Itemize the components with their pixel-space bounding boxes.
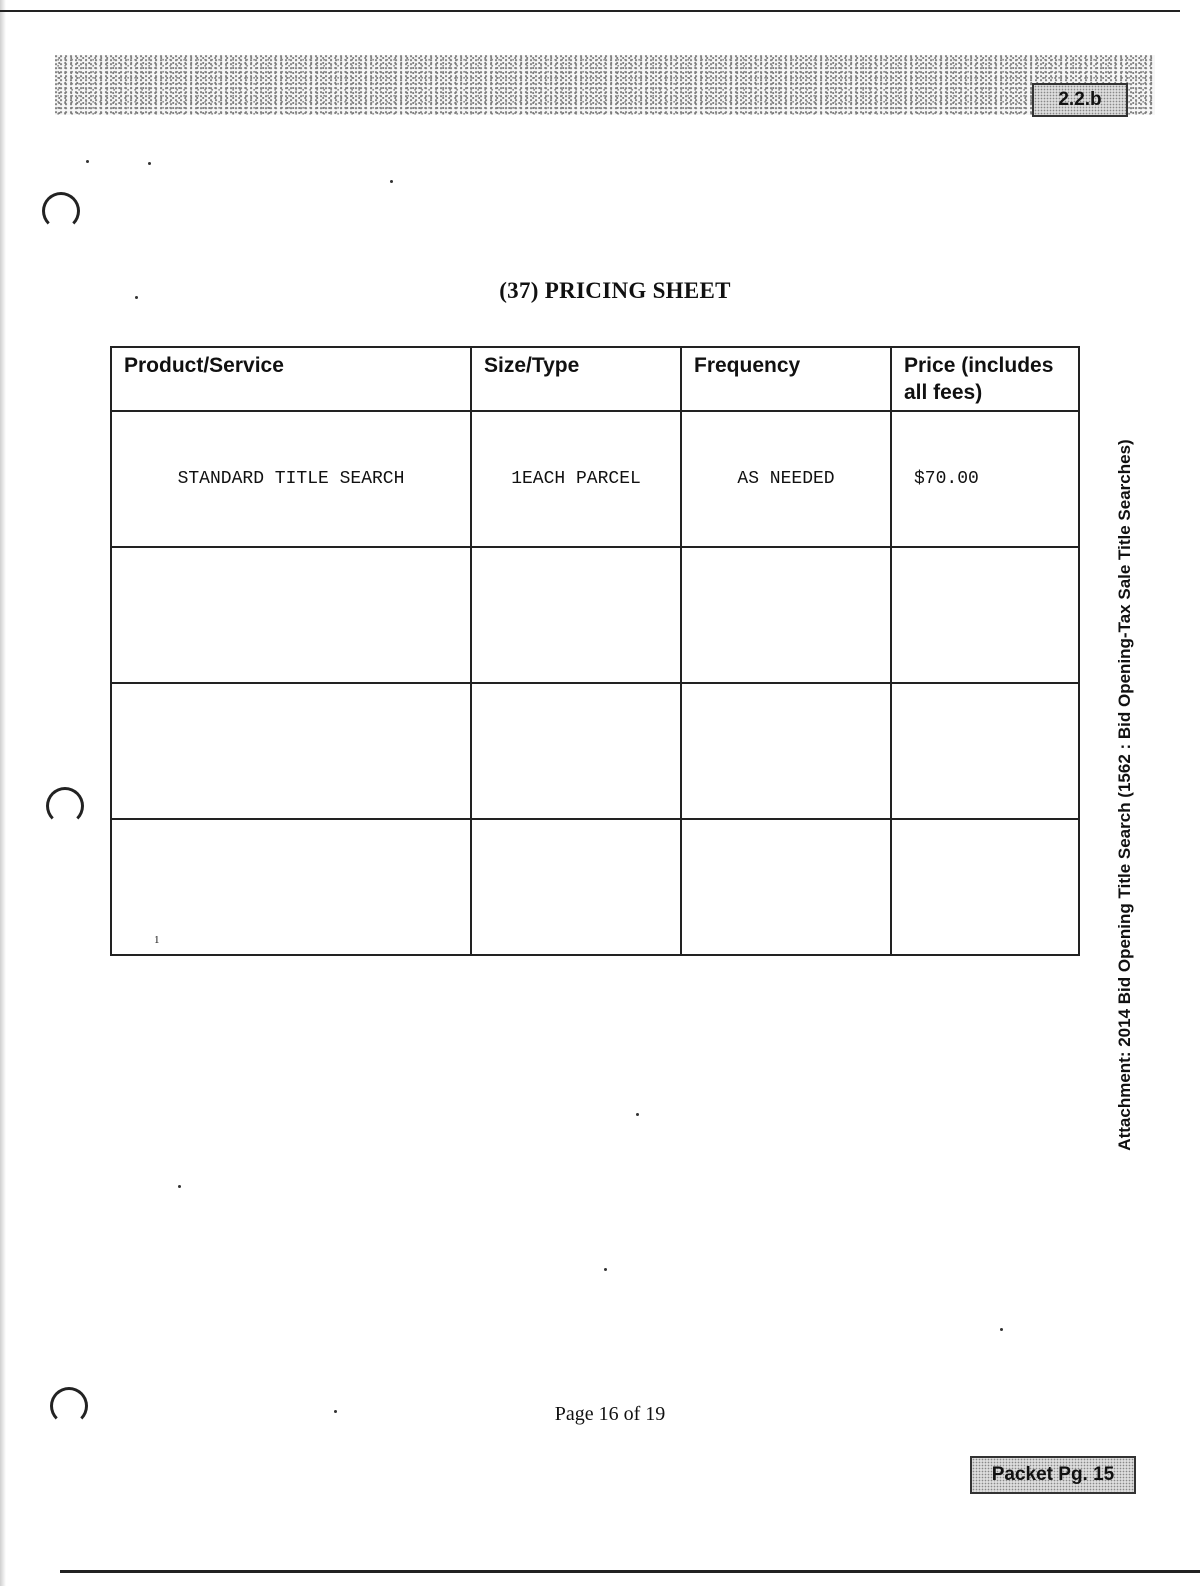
punch-hole-icon (42, 192, 80, 230)
table-header-row (111, 347, 1079, 411)
cell-size-type (471, 683, 681, 819)
column-header-price: Price (includes all fees) (891, 347, 1079, 411)
column-header-size-type: Size/Type (471, 347, 681, 411)
cell-price (891, 547, 1079, 683)
pricing-table (110, 346, 1080, 956)
scan-speck (604, 1268, 607, 1271)
page-number: Page 16 of 19 (554, 1403, 666, 1425)
scan-speck (636, 1113, 639, 1116)
cell-product-service (111, 683, 471, 819)
top-rule (0, 10, 1180, 12)
attachment-sidebar-text: Attachment: 2014 Bid Opening Title Search (1562 : Bid Opening-Tax Sale Title Searches) (1115, 439, 1134, 1151)
page-title: (37) PRICING SHEET (499, 278, 731, 303)
scan-speck (86, 160, 89, 163)
cell-product-service (111, 547, 471, 683)
cell-price (891, 819, 1079, 955)
scan-speck (1000, 1328, 1003, 1331)
column-header-frequency: Frequency (681, 347, 891, 411)
cell-price (891, 683, 1079, 819)
scan-speck (178, 1185, 181, 1188)
table-row (111, 547, 1079, 683)
cell-frequency: AS NEEDED (681, 411, 891, 547)
table-row (111, 683, 1079, 819)
table-row (111, 411, 1079, 547)
punch-hole-icon (46, 787, 84, 825)
scan-speck (148, 162, 151, 165)
scanned-header-band (55, 55, 1155, 115)
scan-speck (390, 180, 393, 183)
section-badge: 2.2.b (1032, 83, 1128, 117)
cell-price: $70.00 (891, 411, 1079, 547)
cell-size-type: 1EACH PARCEL (471, 411, 681, 547)
cell-product-service: STANDARD TITLE SEARCH (111, 411, 471, 547)
row-marker: 1 (154, 934, 160, 946)
bottom-rule (60, 1570, 1200, 1573)
packet-page-badge: Packet Pg. 15 (970, 1456, 1136, 1494)
cell-frequency (681, 819, 891, 955)
cell-frequency (681, 683, 891, 819)
cell-size-type (471, 547, 681, 683)
cell-size-type (471, 819, 681, 955)
scan-edge (0, 0, 6, 1586)
column-header-product-service: Product/Service (111, 347, 471, 411)
table-row (111, 819, 1079, 955)
cell-frequency (681, 547, 891, 683)
cell-product-service (111, 819, 471, 955)
